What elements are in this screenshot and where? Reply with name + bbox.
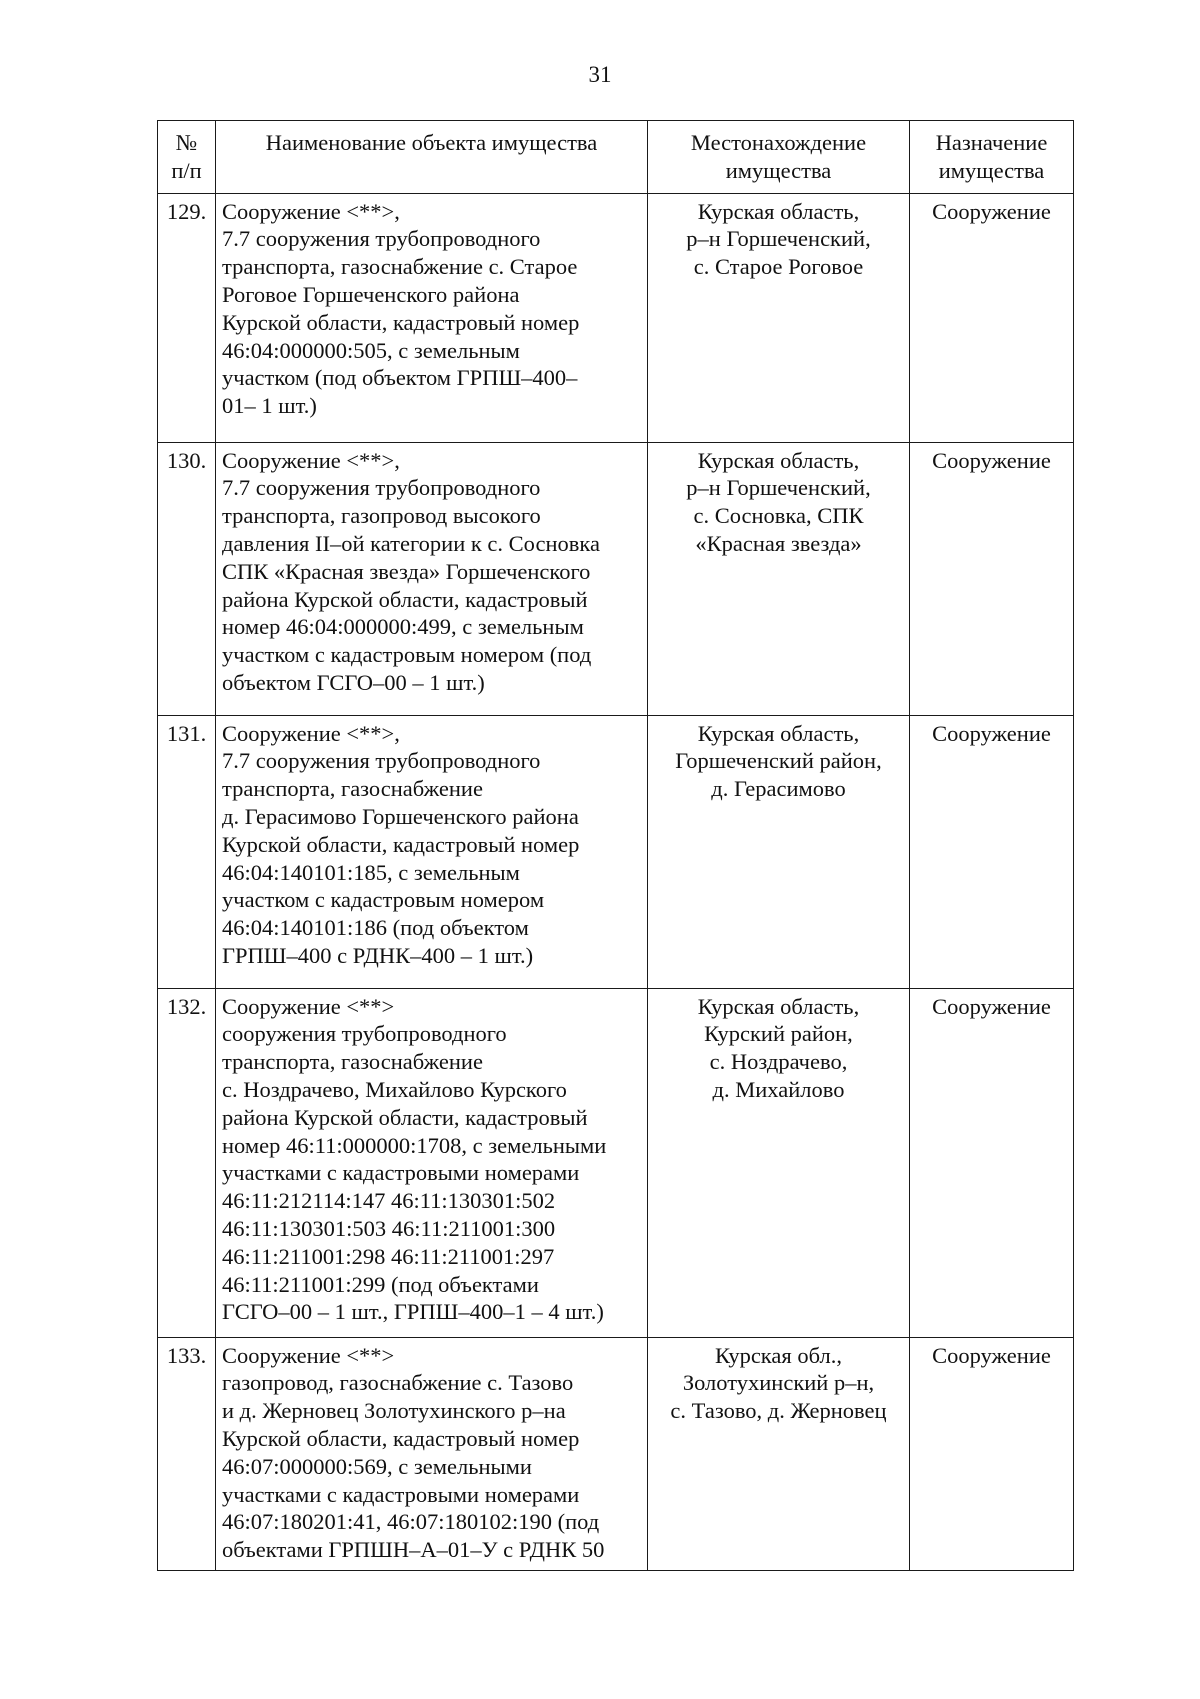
object-name-line: участком (под объектом ГРПШ–400– [222, 365, 578, 391]
location-line: Курская область, [697, 720, 860, 746]
location-line: Курская область, [697, 447, 860, 473]
location-line: Золотухинский р–н, [682, 1370, 875, 1396]
object-name-line: транспорта, газопровод высокого [222, 503, 541, 529]
location-line: д. Герасимово [711, 776, 846, 802]
object-name-line: 46:11:130301:503 46:11:211001:300 [222, 1215, 556, 1241]
object-name-line: и д. Жерновец Золотухинского р–на [222, 1398, 566, 1424]
object-name-cell [216, 1337, 648, 1570]
row-number: 132. [158, 988, 216, 1337]
object-name-line: 46:11:211001:299 (под объектами [222, 1271, 539, 1297]
object-name-line: объектами ГРПШН–А–01–У с РДНК 50 [222, 1537, 605, 1563]
object-name-line: ГСГО–00 – 1 шт., ГРПШ–400–1 – 4 шт.) [222, 1299, 604, 1325]
object-name-line: участком с кадастровым номером (под [222, 642, 592, 668]
object-name-line: 46:11:211001:298 46:11:211001:297 [222, 1243, 555, 1269]
location-line: д. Михайлово [712, 1076, 845, 1102]
object-name-line: 46:04:000000:505, с земельным [222, 337, 520, 363]
object-name-line: Сооружение <**> [222, 993, 395, 1019]
table-row [158, 442, 1074, 715]
location-line: р–н Горшеченский, [686, 475, 871, 501]
object-name-line: сооружения трубопроводного [222, 1021, 507, 1047]
object-name-cell [216, 988, 648, 1337]
object-name-line: Сооружение <**>, [222, 198, 400, 224]
purpose-cell: Сооружение [910, 193, 1074, 442]
object-name-line: Роговое Горшеченского района [222, 281, 520, 307]
object-name-line: Курской области, кадастровый номер [222, 831, 580, 857]
table-row [158, 1337, 1074, 1570]
header-purpose [910, 121, 1074, 194]
purpose-cell: Сооружение [910, 988, 1074, 1337]
object-name-line: объектом ГСГО–00 – 1 шт.) [222, 669, 485, 695]
header-purpose-line: имущества [938, 157, 1045, 183]
object-name-line: 46:11:212114:147 46:11:130301:502 [222, 1188, 556, 1214]
object-name-line: 7.7 сооружения трубопроводного [222, 226, 541, 252]
row-number: 129. [158, 193, 216, 442]
header-location-line: Местонахождение [690, 130, 867, 155]
object-name-line: участками с кадастровыми номерами [222, 1160, 580, 1186]
location-cell [648, 715, 910, 988]
object-name-line: Курской области, кадастровый номер [222, 1425, 580, 1451]
location-line: с. Старое Роговое [693, 254, 864, 280]
location-cell [648, 442, 910, 715]
object-name-line: СПК «Красная звезда» Горшеченского [222, 558, 591, 584]
object-name-line: района Курской области, кадастровый [222, 1104, 588, 1130]
location-line: «Красная звезда» [695, 530, 862, 556]
object-name-cell [216, 442, 648, 715]
property-table [157, 120, 1074, 1571]
header-num-line: № [175, 130, 198, 155]
object-name-line: участком с кадастровым номером [222, 887, 545, 913]
location-line: с. Ноздрачево, [709, 1049, 848, 1075]
location-line: Курская обл., [715, 1342, 842, 1368]
location-line: Курская область, [697, 198, 860, 224]
table-row [158, 193, 1074, 442]
location-line: Курская область, [697, 993, 860, 1019]
object-name-line: номер 46:04:000000:499, с земельным [222, 614, 584, 640]
table-body [158, 193, 1074, 1570]
header-name-line: Наименование объекта имущества [265, 130, 598, 155]
header-num [158, 121, 216, 194]
object-name-line: района Курской области, кадастровый [222, 586, 588, 612]
purpose-cell: Сооружение [910, 1337, 1074, 1570]
table-row [158, 988, 1074, 1337]
row-number: 133. [158, 1337, 216, 1570]
object-name-line: д. Герасимово Горшеченского района [222, 803, 579, 829]
location-cell [648, 193, 910, 442]
purpose-cell: Сооружение [910, 442, 1074, 715]
object-name-cell [216, 193, 648, 442]
row-number: 131. [158, 715, 216, 988]
object-name-line: транспорта, газоснабжение с. Старое [222, 254, 578, 280]
object-name-line: 46:04:140101:186 (под объектом [222, 915, 529, 941]
header-location [648, 121, 910, 194]
header-name [216, 121, 648, 194]
location-line: р–н Горшеченский, [686, 226, 871, 252]
header-purpose-line: Назначение [935, 130, 1048, 155]
object-name-line: Курской области, кадастровый номер [222, 309, 580, 335]
location-cell [648, 1337, 910, 1570]
location-line: Горшеченский район, [675, 748, 882, 774]
location-line: Курский район, [704, 1021, 853, 1047]
page-number: 31 [588, 62, 612, 87]
object-name-line: участками с кадастровыми номерами [222, 1481, 580, 1507]
object-name-line: 7.7 сооружения трубопроводного [222, 748, 541, 774]
object-name-line: 46:04:140101:185, с земельным [222, 859, 520, 885]
object-name-line: ГРПШ–400 с РДНК–400 – 1 шт.) [222, 942, 534, 968]
object-name-cell [216, 715, 648, 988]
object-name-line: Сооружение <**>, [222, 720, 400, 746]
object-name-line: 46:07:180201:41, 46:07:180102:190 (под [222, 1509, 600, 1535]
object-name-line: давления II–ой категории к с. Сосновка [222, 530, 600, 556]
location-line: с. Тазово, д. Жерновец [670, 1398, 887, 1424]
object-name-line: 7.7 сооружения трубопроводного [222, 475, 541, 501]
purpose-cell: Сооружение [910, 715, 1074, 988]
object-name-line: транспорта, газоснабжение [222, 776, 483, 802]
object-name-line: номер 46:11:000000:1708, с земельными [222, 1132, 607, 1158]
object-name-line: 46:07:000000:569, с земельными [222, 1453, 532, 1479]
object-name-line: 01– 1 шт.) [222, 393, 317, 419]
table-row [158, 715, 1074, 988]
header-num-line: п/п [171, 157, 202, 183]
object-name-line: газопровод, газоснабжение с. Тазово [222, 1370, 574, 1396]
object-name-line: транспорта, газоснабжение [222, 1049, 483, 1075]
table-header-row [158, 121, 1074, 194]
object-name-line: Сооружение <**>, [222, 447, 400, 473]
object-name-line: с. Ноздрачево, Михайлово Курского [222, 1076, 567, 1102]
header-location-line: имущества [725, 157, 832, 183]
row-number: 130. [158, 442, 216, 715]
object-name-line: Сооружение <**> [222, 1342, 395, 1368]
location-line: с. Сосновка, СПК [693, 503, 864, 529]
location-cell [648, 988, 910, 1337]
